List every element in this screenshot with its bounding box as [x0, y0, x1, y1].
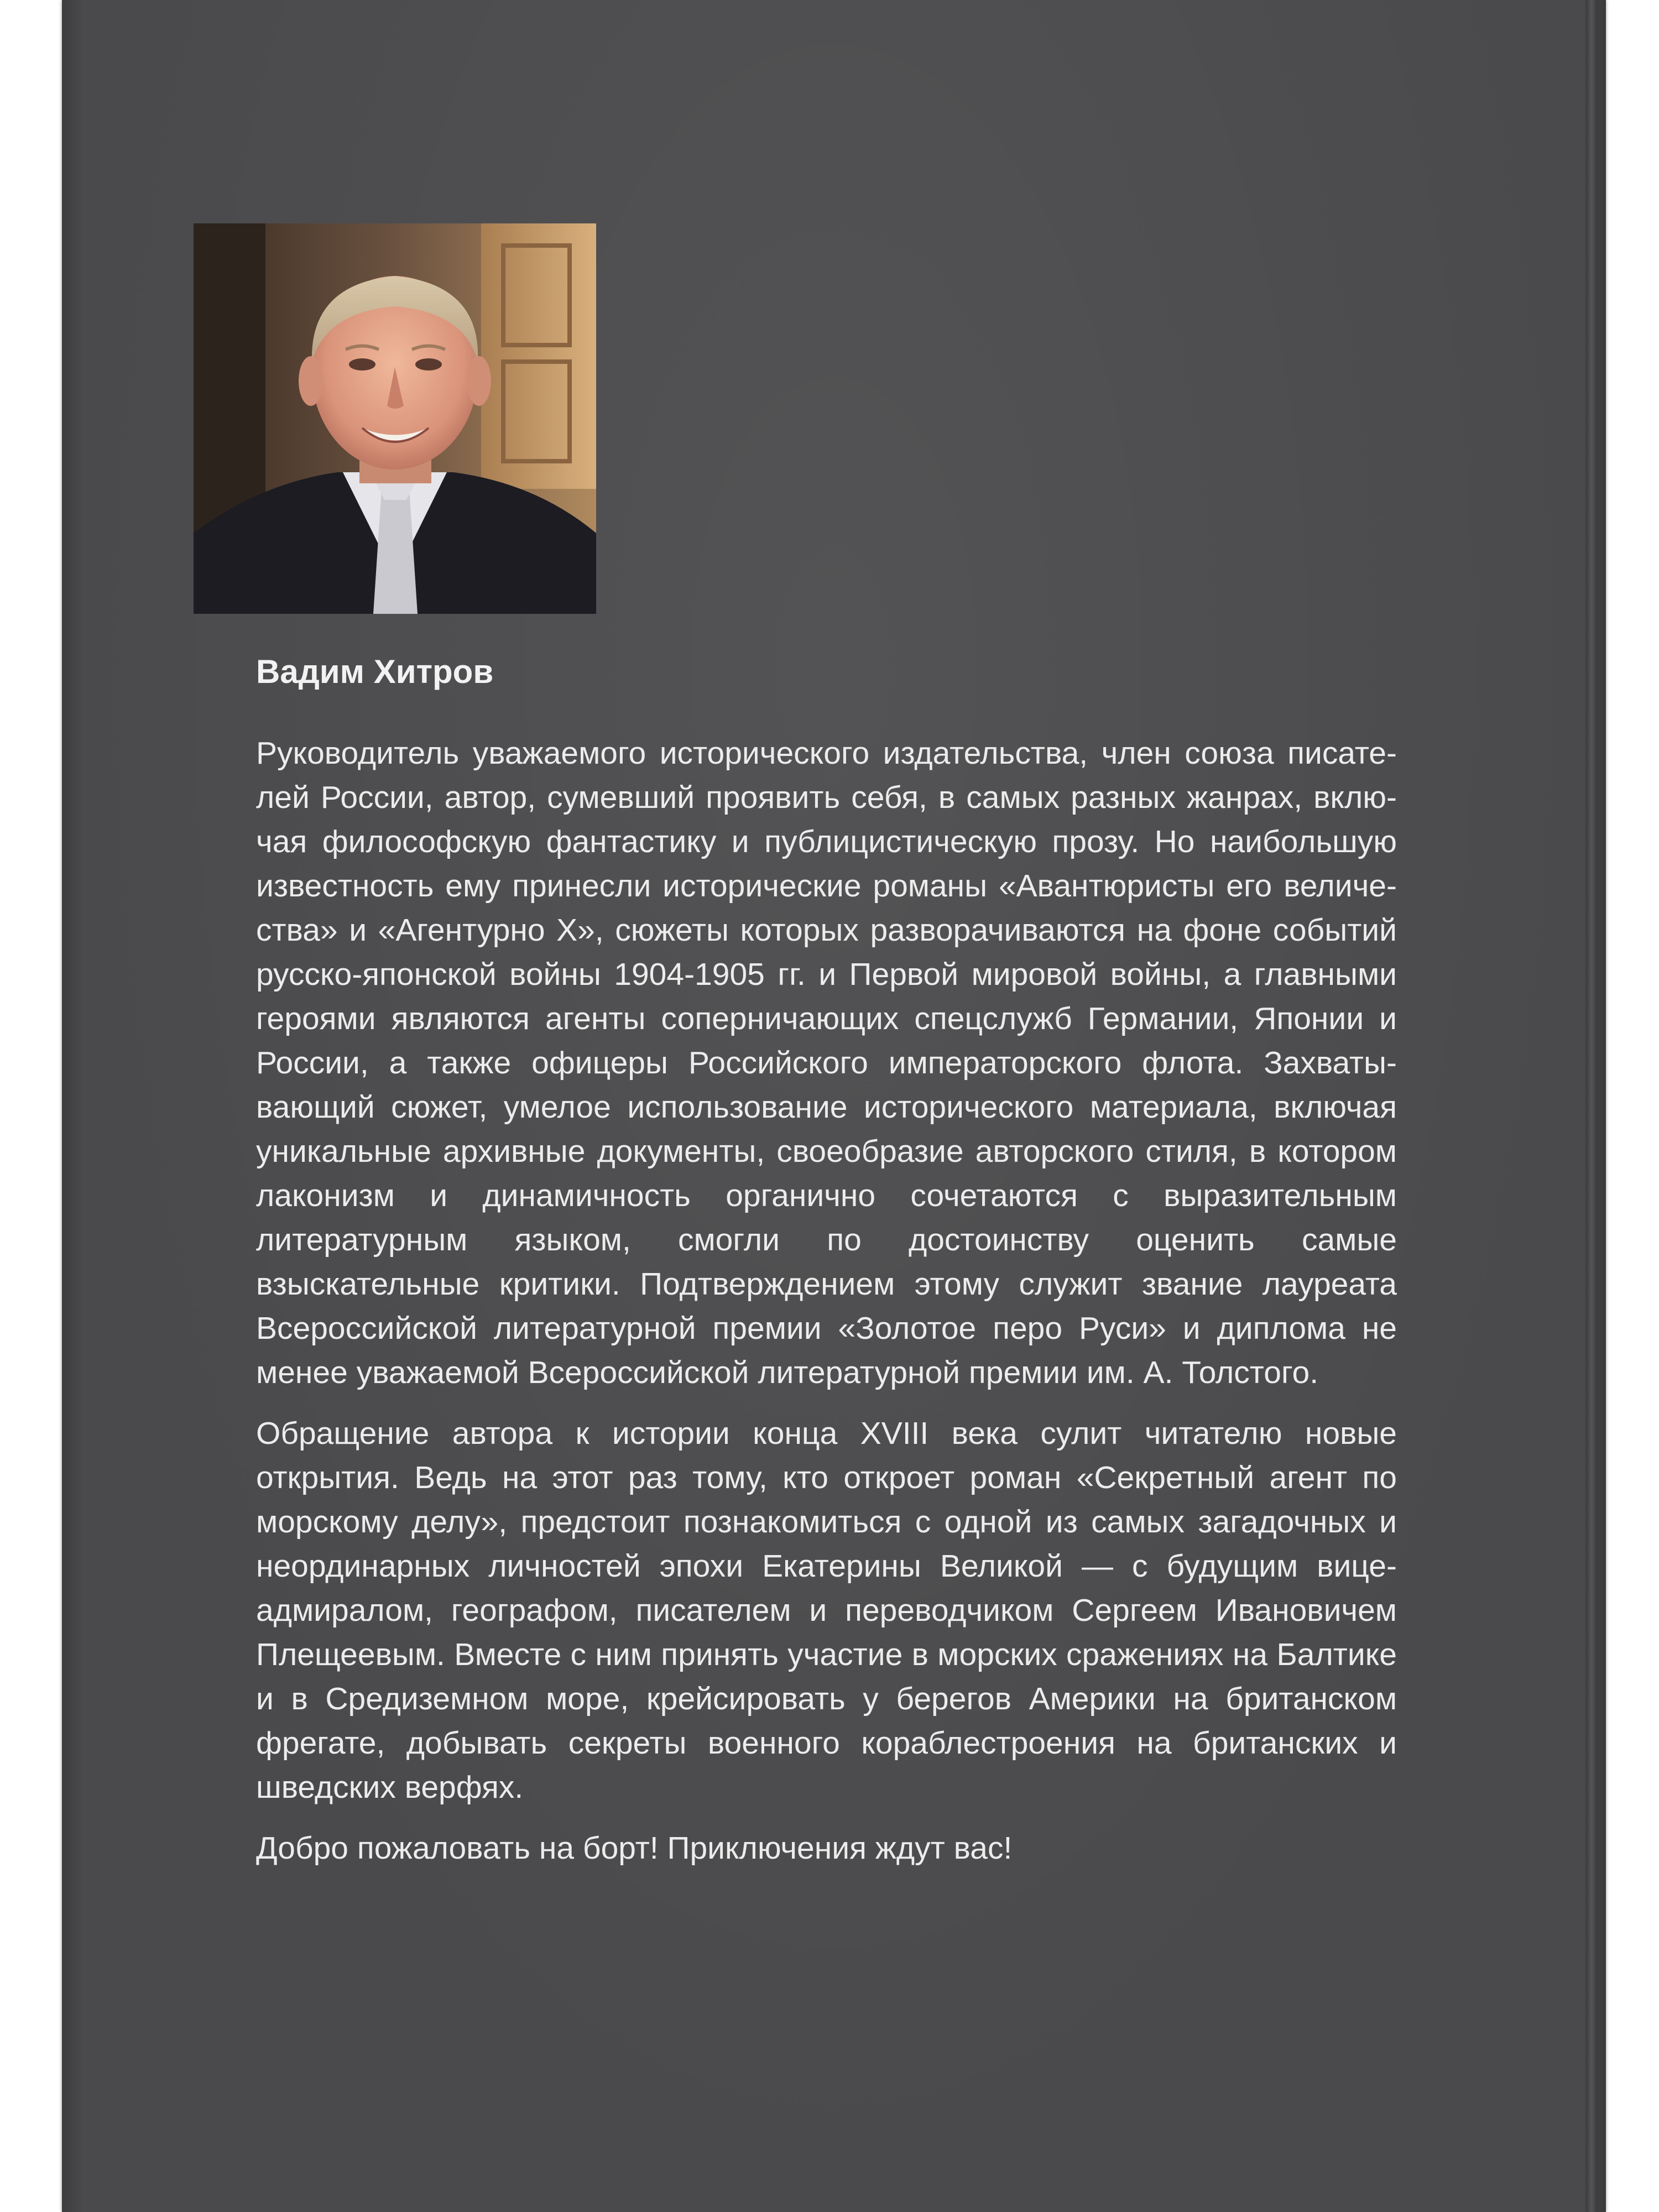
author-name: Вадим Хитров — [256, 653, 494, 690]
bio-paragraph-2: Обращение автора к истории конца XVIII века сулит читателю новые открытия. Ведь на этот раз тому, кто откроет роман «Секретный агент по морскому делу», предстоит познакомиться с одной из самых загадочных и неординарных личностей эпохи Екатерины Великой — с будущим вице-адмиралом, географом, писателем и переводчиком Сергеем Ивановичем Плещеевым. Вместе с ним принять участие в морских сражениях на Балтике и в Средиземном море, крейсировать у берегов Америки на британском фрегате, добывать секреты военного кораблестроения на британских и шведских верфях. — [256, 1416, 1397, 1805]
bio-paragraph-3: Добро пожаловать на борт! Приключения ждут вас! — [256, 1830, 1013, 1866]
bio-paragraph-1: Руководитель уважаемого исторического издательства, член союза писателей России, автор, сумевший проявить себя, в самых разных жанрах, включая философскую фантастику и публицистическую прозу. Но наибольшую известность ему принесли исторические романы «Авантюристы его величества» и «Агентурно Х», сюжеты которых разворачиваются на фоне событий русско-японской войны 1904-1905 гг. и Первой мировой войны, а главными героями являются агенты соперничающих спецслужб Германии, Японии и России, а также офицеры Российского императорского флота. Захватывающий сюжет, умелое использование исторического материала, включая уникальные архивные документы, своеобразие авторского стиля, в котором лаконизм и динамичность органично сочетаются с выразительным литературным языком, смогли по достоинству оценить самые взыскательные критики. Подтверждением этому служит звание лауреата Всероссийской литературной премии «Золотое перо Руси» и диплома не менее уважаемой Всероссийской литературной премии им. А. Толстого. — [256, 735, 1397, 1390]
author-photo — [194, 223, 596, 614]
author-bio — [256, 731, 1397, 1887]
cover-spine-edge — [1586, 0, 1597, 2212]
